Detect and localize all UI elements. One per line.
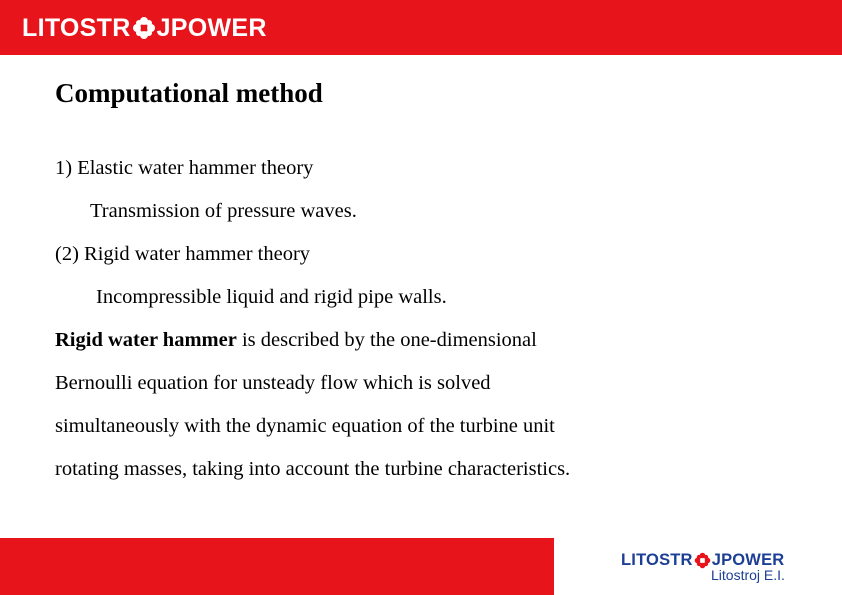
paragraph-line-1 [55, 329, 537, 352]
header-bar [0, 0, 842, 55]
logo-text-left: LITOSTR [22, 13, 131, 42]
logo-text-right: JPOWER [156, 13, 267, 42]
item1-text: Transmission of pressure waves. [90, 200, 357, 222]
item2-text: Incompressible liquid and rigid pipe walls. [96, 286, 447, 308]
flower-icon [132, 16, 156, 40]
paragraph-line-1-rest: is described by the one-dimensional [236, 329, 537, 351]
footer-logo-text-right: JPOWER [711, 551, 785, 569]
footer-logo-text-left: LITOSTR [621, 551, 693, 569]
paragraph-line-2: Bernoulli equation for unsteady flow which is solved [55, 372, 491, 394]
item2-heading: (2) Rigid water hammer theory [55, 243, 311, 265]
header-logo [22, 14, 267, 42]
paragraph-line-3: simultaneously with the dynamic equation of the turbine unit [55, 415, 555, 437]
slide-title: Computational method [55, 78, 323, 108]
paragraph-line-4: rotating masses, taking into account the turbine characteristics. [55, 458, 571, 480]
footer-bar [0, 538, 554, 595]
item1-heading: 1) Elastic water hammer theory [55, 157, 314, 179]
paragraph-bold-term: Rigid water hammer [55, 329, 237, 351]
footer-subtitle: Litostroj E.I. [711, 567, 785, 583]
flower-icon [694, 552, 711, 569]
